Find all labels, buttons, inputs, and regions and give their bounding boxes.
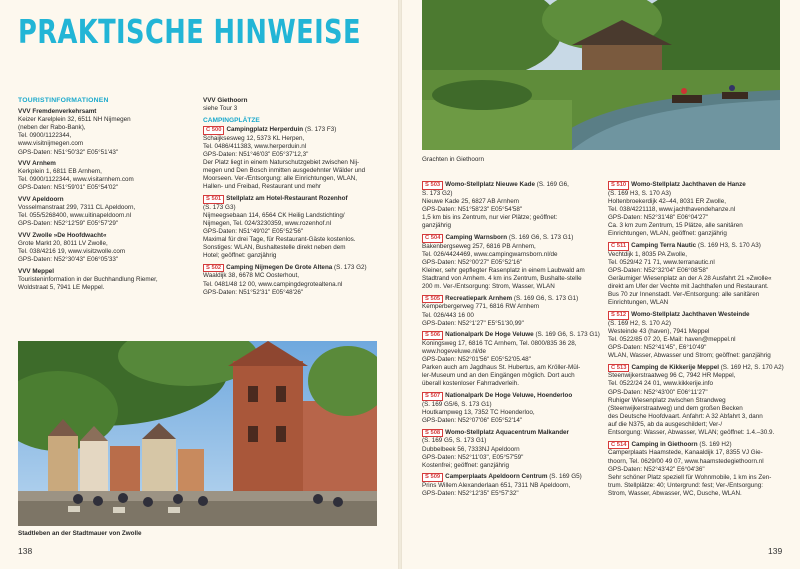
campsite-heading xyxy=(608,311,793,320)
tourist-office-line: GPS-Daten: N52°12'59" E05°57'29" xyxy=(18,220,119,228)
campsite-map-ref: (S. 169 H3, S. 170 A3) xyxy=(696,241,761,249)
campsite-line: Tel. 0481/48 12 00, www.campingdegrotealtena.nl xyxy=(203,280,343,288)
campsite-heading xyxy=(422,181,612,190)
camping-column xyxy=(203,97,393,300)
campsite-heading xyxy=(203,195,393,204)
tourist-office-line: GPS-Daten: N51°59'01" E05°54'02" xyxy=(18,184,119,192)
campsite-name: Nationalpark De Hoge Veluwe, Hoenderloo xyxy=(445,392,573,400)
tourist-office-line: Grote Markt 20, 8011 LV Zwolle, xyxy=(18,240,108,247)
campsite-line: Strom, Wasser, Abwasser, WC, Dusche, WLAN. xyxy=(608,489,742,497)
tourist-office-line: www.visitnijmegen.com xyxy=(18,140,84,148)
campsite-map-ref: (S. 169 G6, S. 173 G1) xyxy=(533,331,600,339)
campsite-line: GPS-Daten: N52°01'56" E05°52'05.48" xyxy=(422,356,531,364)
campsite-entry xyxy=(608,181,793,238)
campsite-line: Westeinde 43 (haven), 7941 Meppel xyxy=(608,327,710,335)
campsite-line: Maximal für drei Tage, für Restaurant-Gäste kostenlos. xyxy=(203,235,356,243)
campsite-line: Ca. 3 km zum Zentrum, 15 Plätze, alle sanitären xyxy=(608,222,743,230)
campsite-line: direkt am Ufer der Vechte mit Jachthafen und Restaurant. xyxy=(608,283,769,291)
campsite-line: GPS-Daten: N52°11'03", E05°57'59" xyxy=(422,453,524,461)
tourist-office-name: VVV Apeldoorn xyxy=(18,196,64,204)
campsite-map-ref: (S. 169 H2) xyxy=(697,440,732,448)
giethoorn-info xyxy=(203,97,393,113)
tourist-office-line: Tel. 038/4216 19, www.visitzwolle.com xyxy=(18,248,126,256)
campsite-heading xyxy=(422,473,612,482)
campsite-line: megen und Den Bosch inmitten ausgedehnter Wälder und xyxy=(203,166,366,174)
campsite-line: Tel. 026/4424469, www.campingwarnsborn.nl/de xyxy=(422,250,558,258)
camping-heading: CAMPINGPLÄTZE xyxy=(203,116,260,124)
campsite-line: GPS-Daten: N52°31'48" E06°04'27" xyxy=(608,214,709,222)
campsite-code-badge: S 502 xyxy=(203,264,224,273)
campsite-heading xyxy=(422,429,612,438)
campsite-line: Bakenbergseweg 257, 6816 PB Arnhem, xyxy=(422,242,536,250)
campsite-code-badge: S 503 xyxy=(422,181,443,190)
campsite-line: Nijmeegsebaan 114, 6564 CK Heilig Landstichting/ xyxy=(203,211,345,219)
campsite-name: Camping de Kikkerije Meppel xyxy=(631,363,719,371)
campsite-line: Prins Willem Alexanderlaan 651, 7311 NB Apeldoorn, xyxy=(422,482,571,490)
campsite-line: Nijmegen, Tel. 024/3230359, www.rozenhof.nl xyxy=(203,219,332,227)
campsite-line: GPS-Daten: N52°1'27" E5°51'30,99" xyxy=(422,319,524,327)
campsite-line: Kleiner, sehr gepflegter Rasenplatz in einem Laubwald am xyxy=(422,266,585,274)
campsite-line: Kostenfrei; geöffnet: ganzjährig xyxy=(422,461,510,469)
campsite-line: Moorseen. Ver-/Entsorgung: alle Einrichtungen, WLAN, xyxy=(203,175,358,183)
campsite-line: (S. 173 G3) xyxy=(203,203,236,211)
campsite-line: Schaijksesweg 12, 5373 KL Herpen, xyxy=(203,134,305,142)
tourist-office xyxy=(18,232,193,264)
campsite-entry xyxy=(203,195,393,260)
campsite-heading xyxy=(203,126,393,135)
page-number-right: 139 xyxy=(768,546,783,556)
giethoorn-photo-caption: Grachten in Giethoorn xyxy=(422,156,484,163)
campsite-name: Womo-Stellplatz Jachthaven Westeinde xyxy=(631,310,750,318)
campsite-line: 200 m. Ver-/Entsorgung: Strom, Wasser, WLAN xyxy=(422,283,555,291)
campsite-name: Womo-Stellplatz Aquacentrum Malkander xyxy=(445,428,570,436)
campsite-line: Holtenbroekerdijk 42–44, 8031 ER Zwolle, xyxy=(608,197,726,205)
tourist-office-name: VVV Zwolle »De Hoofdwacht« xyxy=(18,231,107,239)
campsite-line: Parken auch am Jagdhaus St. Hubertus, am Kröller-Mül- xyxy=(422,364,581,372)
tourist-office-line: (neben der Rabo-Bank), xyxy=(18,124,86,132)
campsite-line: Tel. 0486/411383, www.herperduin.nl xyxy=(203,142,307,150)
campsite-line: Hallen- und Freibad, Restaurant und mehr xyxy=(203,183,321,191)
campsite-map-ref: (S. 169 G5) xyxy=(547,473,582,481)
zwolle-city-wall-image xyxy=(18,341,377,526)
campsite-code-badge: S 510 xyxy=(608,181,629,190)
campsite-name: Womo-Stellplatz Nieuwe Kade xyxy=(445,181,535,188)
campsite-line: Tel. 0522/24 24 01, www.kikkerije.info xyxy=(608,380,714,388)
campsite-line: S. 173 G2) xyxy=(422,189,453,197)
campsite-line: GPS-Daten: N52°00'27" E05°52'16" xyxy=(422,258,523,266)
campsite-line: GPS-Daten: N52°43'42" E6°04'36" xyxy=(608,465,705,473)
campsite-heading xyxy=(608,181,793,190)
campsite-entry xyxy=(422,429,612,470)
campsite-line: (S. 169 G5, S. 173 G1) xyxy=(422,437,487,445)
campsite-line: Nieuwe Kade 25, 6827 AB Arnhem xyxy=(422,197,519,205)
campsite-line: Tel. 0529/42 71 71, www.terranautic.nl xyxy=(608,258,715,266)
campsite-line: GPS-Daten: N51°49'02" E05°52'56" xyxy=(203,227,304,235)
campsite-code-badge: C 514 xyxy=(608,441,629,450)
zwolle-photo xyxy=(18,341,377,526)
campsite-name: Camping Warnsborn xyxy=(445,233,508,241)
campsite-code-badge: C 504 xyxy=(422,234,443,243)
campsite-line: (Steenwijkerstraatweg) und dem großen Becken xyxy=(608,404,743,412)
campsite-map-ref: (S. 169 H2, S. 170 A2) xyxy=(718,363,784,371)
tourist-office-list xyxy=(18,108,193,292)
tourist-info-heading: TOURISTINFORMATIONEN xyxy=(18,97,109,104)
campsite-line: Tel. 026/443 16 00 xyxy=(422,311,474,319)
campsite-entry xyxy=(608,441,793,498)
campsite-code-badge: S 509 xyxy=(422,473,443,482)
tourist-office-line: Vosselmanstraat 299, 7311 CL Apeldoorn, xyxy=(18,204,136,212)
tourist-office xyxy=(18,196,193,228)
tourist-office-line: Tel. 0900/1122344, xyxy=(18,132,72,140)
campsite-line: Steenwijkerstraatweg 96 C, 7942 HR Meppel, xyxy=(608,372,736,380)
tourist-info-column xyxy=(18,97,193,296)
campsite-line: Koningsweg 17, 6816 TC Arnhem, Tel. 0800/835 36 28, xyxy=(422,340,577,347)
campsite-name: Camperplaats Apeldoorn Centrum xyxy=(445,473,548,481)
campsite-entry xyxy=(203,126,393,191)
campsite-map-ref: (S. 169 G6, S. 173 G1) xyxy=(512,294,579,302)
campsite-code-badge: S 506 xyxy=(422,331,443,340)
campsite-line: GPS-Daten: N51°58'23" E05°54'58" xyxy=(422,205,523,213)
campsite-code-badge: S 507 xyxy=(422,392,443,401)
campsite-column-1 xyxy=(422,181,612,502)
campsite-line: (S. 169 H3, S. 170 A3) xyxy=(608,189,672,197)
campsite-line: trum. Stellplätze: 40; Untergrund: fest; Ver-/Entsorgung: xyxy=(608,481,764,489)
right-page xyxy=(402,0,800,569)
campsite-line: GPS-Daten: N52°12'35" E5°57'32" xyxy=(422,490,519,498)
campsite-line: Geräumiger Wiesenplatz an der A 28 Ausfahrt 21 »Zwolle« xyxy=(608,274,772,282)
campsite-line: Kemperbergerweg 771, 6816 RW Arnhem xyxy=(422,303,540,311)
tourist-office-line: Touristeninformation in der Buchhandlung Riemer, xyxy=(18,275,158,283)
left-page xyxy=(0,0,398,569)
campsite-line: Waaldijk 38, 6678 MC Oosterhout, xyxy=(203,272,300,280)
campsite-name: Camping Nijmegen De Grote Altena xyxy=(226,263,333,271)
campsite-entry xyxy=(203,264,393,297)
tourist-office-line: Woldstraat 5, 7941 LE Meppel. xyxy=(18,283,105,291)
campsite-line: GPS-Daten: N52°07'06" E05°52'14" xyxy=(422,417,523,425)
campsite-line: www.hogeveluwe.nl/de xyxy=(422,348,487,356)
campsite-entry xyxy=(422,295,612,328)
campsite-line: GPS-Daten: N52°43'00" E06°11'27" xyxy=(608,388,708,396)
campsite-name: Recreatiepark Arnhem xyxy=(445,294,513,302)
campsite-line: Dubbelbeek 56, 7333NJ Apeldoorn xyxy=(422,445,520,453)
campsite-entry xyxy=(608,311,793,360)
campsite-code-badge: S 508 xyxy=(422,429,443,438)
campsite-line: Tel. 038/4221118, www.jachthavendehanze.nl xyxy=(608,205,736,213)
campsite-heading xyxy=(203,264,393,273)
campsite-line: Ruhiger Wiesenplatz zwischen Strandweg xyxy=(608,396,726,404)
tourist-office-line: GPS-Daten: N52°30'43" E06°05'33" xyxy=(18,256,119,264)
campsite-entry xyxy=(422,234,612,291)
campsite-line: Houtkampweg 13, 7352 TC Hoenderloo, xyxy=(422,408,535,416)
campsite-map-ref: (S. 173 F3) xyxy=(303,125,337,133)
campsite-line: Tel. 0522/85 07 20, E-Mail: haven@meppel.nl xyxy=(608,335,736,343)
campsite-line: (S. 169 H2, S. 170 A2) xyxy=(608,319,672,327)
campsite-line: Hotel; geöffnet: ganzjährig xyxy=(203,252,277,260)
campsite-column-2 xyxy=(608,181,793,501)
campsite-line: Sonstiges: WLAN, Bushaltestelle direkt neben dem xyxy=(203,244,346,251)
campsite-name: Womo-Stellplatz Jachthaven de Hanze xyxy=(631,181,746,188)
zwolle-photo-caption: Stadtleben an der Stadtmauer von Zwolle xyxy=(18,530,142,537)
campsite-line: Einrichtungen, WLAN, geöffnet: ganzjährig xyxy=(608,230,727,238)
campsite-line: des Deutsche Hoofdvaart. Anfahrt: A 32 Abfahrt 3, dann xyxy=(608,412,763,420)
campsite-entry xyxy=(608,364,793,438)
tourist-office-name: VVV Meppel xyxy=(18,267,55,275)
campsite-line: überall kostenloser Fahrradverleih. xyxy=(422,380,519,388)
campsite-heading xyxy=(422,234,612,243)
tourist-office-name: VVV Fremdenverkehrsamt xyxy=(18,108,97,116)
campsite-line: 1,5 km bis ins Zentrum, nur vier Plätze; geöffnet: xyxy=(422,214,558,222)
campsite-line: GPS-Daten: N52°41'45", E6°10'49" xyxy=(608,343,707,351)
campsite-line: GPS-Daten: N51°46'03" E05°37'12,3" xyxy=(203,150,309,158)
campsite-line: ganzjährig xyxy=(422,222,452,230)
campsite-map-ref: (S. 169 G6, S. 173 G1) xyxy=(507,233,574,241)
campsite-entry xyxy=(422,392,612,425)
campsite-line: Der Platz liegt in einem Naturschutzgebiet zwischen Nij- xyxy=(203,158,360,166)
campsite-name: Stellplatz am Hotel-Restaurant Rozenhof xyxy=(226,194,348,202)
giethoorn-name: VVV Giethoorn xyxy=(203,97,248,104)
campsite-heading xyxy=(422,392,612,401)
campsite-line: GPS-Daten: N52°32'04" E06°08'58" xyxy=(608,266,709,274)
campsite-line: GPS-Daten: N51°52'31" E05°48'26" xyxy=(203,288,304,296)
campsite-line: auf die N375, ab da ausgeschildert; Ver-/ xyxy=(608,420,723,428)
campsite-name: Campingplatz Herperduin xyxy=(226,125,304,133)
campsite-line: thoorn, Tel. 0629/00 49 07, www.haamstedegiethoorn.nl xyxy=(608,457,764,465)
tourist-office xyxy=(18,160,193,192)
campsite-code-badge: C 511 xyxy=(608,242,629,251)
campsite-line: Stadtrand von Arnhem. 4 km ins Zentrum, Bushalte-stelle xyxy=(422,274,582,282)
giethoorn-photo xyxy=(422,0,780,150)
campsite-entry xyxy=(422,473,612,498)
page-number-left: 138 xyxy=(18,546,33,556)
tourist-office-name: VVV Arnhem xyxy=(18,160,56,168)
campsite-map-ref: (S. 169 G6, xyxy=(534,181,569,188)
campsite-line: Sehr schöner Platz speziell für Wohnmobile, 1 km ins Zen- xyxy=(608,473,772,481)
campsite-name: Camping Terra Nautic xyxy=(631,241,697,249)
campsite-name: Camping in Giethoorn xyxy=(631,440,698,448)
giethoorn-line: siehe Tour 3 xyxy=(203,105,238,113)
campsite-heading xyxy=(608,242,793,251)
tourist-office xyxy=(18,268,193,292)
campsite-heading xyxy=(422,331,612,340)
campsite-name: Nationalpark De Hoge Veluwe xyxy=(445,331,534,339)
campsite-line: ler-Museum und an den Eingängen möglich. Dort auch xyxy=(422,372,575,380)
campsite-line: WLAN, Wasser, Abwasser und Strom; geöffnet: ganzjährig xyxy=(608,351,771,359)
tourist-office-line: GPS-Daten: N51°50'32" E05°51'43" xyxy=(18,148,119,156)
campsite-entry xyxy=(608,242,793,307)
campsite-code-badge: S 501 xyxy=(203,195,224,204)
campsite-line: Einrichtungen, WLAN xyxy=(608,299,669,307)
tourist-office-line: Tel. 055/5268400, www.uitinapeldoorn.nl xyxy=(18,212,132,220)
tourist-office-line: Tel. 0900/1122344, www.visitarnhem.com xyxy=(18,176,134,184)
campsite-heading xyxy=(608,441,793,450)
tourist-office-line: Keizer Karelplein 32, 6511 NH Nijmegen xyxy=(18,116,131,124)
campsite-line: Bus 70 zur Innenstadt. Ver-/Entsorgung: alle sanitären xyxy=(608,291,760,299)
campsite-line: Camperplaats Haamstede, Kanaaldijk 17, 8355 VJ Gie- xyxy=(608,449,763,457)
tourist-office xyxy=(18,108,193,157)
campsite-line: Entsorgung: Wasser, Abwasser, WLAN; geöffnet: 1.4.–30.9. xyxy=(608,429,775,437)
campsite-code-badge: S 512 xyxy=(608,311,629,320)
campsite-code-badge: C 500 xyxy=(203,126,224,135)
page-title: PRAKTISCHE HINWEISE xyxy=(18,12,361,51)
campsite-code-badge: S 505 xyxy=(422,295,443,304)
campsite-heading xyxy=(608,364,793,373)
campsite-map-ref: (S. 173 G2) xyxy=(332,263,367,271)
campsite-entry xyxy=(422,181,612,230)
campsite-line: (S. 169 G5/6, S. 173 G1) xyxy=(422,400,492,408)
giethoorn-canal-image xyxy=(422,0,780,150)
tourist-office-line: Kerkplein 1, 6811 EB Arnhem, xyxy=(18,168,102,176)
campsite-entry xyxy=(422,331,612,388)
campsite-list xyxy=(203,126,393,297)
campsite-heading xyxy=(422,295,612,304)
campsite-line: Vechtdijk 1, 8035 PA Zwolle, xyxy=(608,250,687,258)
campsite-code-badge: C 513 xyxy=(608,364,629,373)
